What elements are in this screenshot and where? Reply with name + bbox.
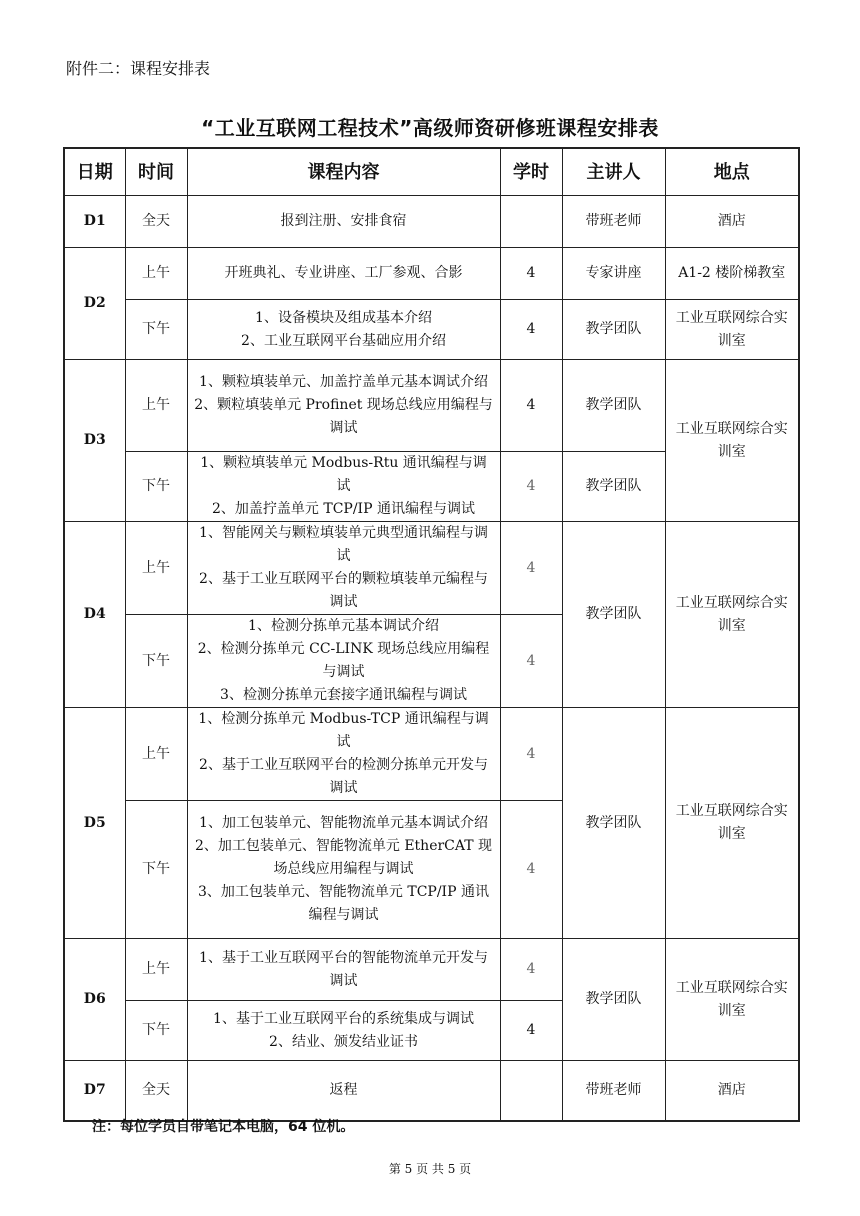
content-cell xyxy=(187,452,500,522)
content-line: 2、工业互联网平台基础应用介绍 xyxy=(241,332,446,349)
content-line: 2、加工包装单元、智能物流单元 EtherCAT 现场总线应用编程与调试 xyxy=(194,838,493,877)
content-line: 开班典礼、专业讲座、工厂参观、合影 xyxy=(224,265,463,281)
time-cell: 下午 xyxy=(125,300,187,360)
content-line: 1、基于工业互联网平台的系统集成与调试 xyxy=(213,1010,474,1027)
content-line: 1、设备模块及组成基本介绍 xyxy=(255,309,432,326)
hours-cell: 4 xyxy=(500,615,562,708)
hours-cell: 4 xyxy=(500,708,562,801)
day-cell: D6 xyxy=(64,939,125,1061)
time-cell: 下午 xyxy=(125,801,187,939)
lecturer-cell: 教学团队 xyxy=(562,300,665,360)
content-line: 3、检测分拣单元套接字通讯编程与调试 xyxy=(220,687,467,703)
content-line: 2、颗粒填装单元 Profinet 现场总线应用编程与调试 xyxy=(194,397,493,436)
table-row xyxy=(64,1061,799,1121)
time-cell: 上午 xyxy=(125,360,187,452)
hours-cell xyxy=(500,1061,562,1121)
time-cell: 上午 xyxy=(125,708,187,801)
header-content: 课程内容 xyxy=(187,148,500,196)
lecturer-cell: 教学团队 xyxy=(562,360,665,452)
hours-cell: 4 xyxy=(500,939,562,1001)
day-cell: D2 xyxy=(64,248,125,360)
content-line: 2、基于工业互联网平台的检测分拣单元开发与调试 xyxy=(199,757,488,796)
footnote: 注：每位学员自带笔记本电脑，64 位机。 xyxy=(92,1119,355,1135)
content-cell xyxy=(187,801,500,939)
location-cell: 工业互联网综合实训室 xyxy=(665,708,799,939)
content-cell xyxy=(187,708,500,801)
content-line: 2、基于工业互联网平台的颗粒填装单元编程与调试 xyxy=(199,571,488,610)
day-cell: D7 xyxy=(64,1061,125,1121)
lecturer-cell: 教学团队 xyxy=(562,708,665,939)
lecturer-cell: 教学团队 xyxy=(562,452,665,522)
content-line: 2、加盖拧盖单元 TCP/IP 通讯编程与调试 xyxy=(212,501,475,517)
content-cell xyxy=(187,615,500,708)
time-cell: 全天 xyxy=(125,1061,187,1121)
header-location: 地点 xyxy=(665,148,799,196)
day-cell: D3 xyxy=(64,360,125,522)
hours-cell: 4 xyxy=(500,300,562,360)
table-row xyxy=(64,196,799,248)
content-cell xyxy=(187,1061,500,1121)
location-cell: 工业互联网综合实训室 xyxy=(665,360,799,522)
table-row xyxy=(64,248,799,300)
time-cell: 上午 xyxy=(125,248,187,300)
lecturer-cell: 带班老师 xyxy=(562,1061,665,1121)
content-line: 1、加工包装单元、智能物流单元基本调试介绍 xyxy=(199,815,488,831)
page-number: 第 5 页 共 5 页 xyxy=(388,1162,472,1176)
location-cell: 工业互联网综合实训室 xyxy=(665,522,799,708)
content-line: 1、检测分拣单元 Modbus-TCP 通讯编程与调试 xyxy=(198,711,489,750)
location-cell: 酒店 xyxy=(665,1061,799,1121)
attachment-label: 附件二：课程安排表 xyxy=(66,59,211,78)
content-line: 1、智能网关与颗粒填装单元典型通讯编程与调试 xyxy=(199,525,488,564)
content-line: 1、颗粒填装单元、加盖拧盖单元基本调试介绍 xyxy=(199,374,488,390)
content-line: 返程 xyxy=(329,1081,358,1098)
content-cell xyxy=(187,196,500,248)
location-cell: A1-2 楼阶梯教室 xyxy=(665,248,799,300)
content-cell xyxy=(187,939,500,1001)
hours-cell: 4 xyxy=(500,452,562,522)
header-date: 日期 xyxy=(64,148,125,196)
content-line: 1、颗粒填装单元 Modbus-Rtu 通讯编程与调试 xyxy=(200,455,487,494)
lecturer-cell: 专家讲座 xyxy=(562,248,665,300)
time-cell: 下午 xyxy=(125,1001,187,1061)
day-cell: D5 xyxy=(64,708,125,939)
content-line: 1、基于工业互联网平台的智能物流单元开发与调试 xyxy=(199,949,488,989)
content-line: 3、加工包装单元、智能物流单元 TCP/IP 通讯编程与调试 xyxy=(198,884,489,923)
hours-cell: 4 xyxy=(500,801,562,939)
content-line: 2、结业、颁发结业证书 xyxy=(269,1033,418,1050)
lecturer-cell: 教学团队 xyxy=(562,939,665,1061)
hours-cell: 4 xyxy=(500,360,562,452)
hours-cell: 4 xyxy=(500,1001,562,1061)
location-cell: 酒店 xyxy=(665,196,799,248)
content-cell xyxy=(187,360,500,452)
schedule-table xyxy=(63,147,800,1122)
table-row xyxy=(64,300,799,360)
time-cell: 全天 xyxy=(125,196,187,248)
header-row xyxy=(64,148,799,196)
header-time: 时间 xyxy=(125,148,187,196)
day-cell: D4 xyxy=(64,522,125,708)
content-line: 2、检测分拣单元 CC-LINK 现场总线应用编程与调试 xyxy=(197,641,490,680)
content-cell xyxy=(187,522,500,615)
day-cell: D1 xyxy=(64,196,125,248)
lecturer-cell: 教学团队 xyxy=(562,522,665,708)
hours-cell xyxy=(500,196,562,248)
content-line: 报到注册、安排食宿 xyxy=(280,213,407,229)
table-row xyxy=(64,522,799,615)
lecturer-cell: 带班老师 xyxy=(562,196,665,248)
time-cell: 上午 xyxy=(125,522,187,615)
location-cell: 工业互联网综合实训室 xyxy=(665,939,799,1061)
hours-cell: 4 xyxy=(500,522,562,615)
header-lecturer: 主讲人 xyxy=(562,148,665,196)
table-row xyxy=(64,360,799,452)
content-cell xyxy=(187,248,500,300)
time-cell: 下午 xyxy=(125,452,187,522)
table-row xyxy=(64,939,799,1001)
time-cell: 下午 xyxy=(125,615,187,708)
location-cell: 工业互联网综合实训室 xyxy=(665,300,799,360)
content-line: 1、检测分拣单元基本调试介绍 xyxy=(248,618,439,634)
header-hours: 学时 xyxy=(500,148,562,196)
table-row xyxy=(64,708,799,801)
content-cell xyxy=(187,1001,500,1061)
content-cell xyxy=(187,300,500,360)
hours-cell: 4 xyxy=(500,248,562,300)
page-title: “工业互联网工程技术”高级师资研修班课程安排表 xyxy=(201,116,659,140)
time-cell: 上午 xyxy=(125,939,187,1001)
